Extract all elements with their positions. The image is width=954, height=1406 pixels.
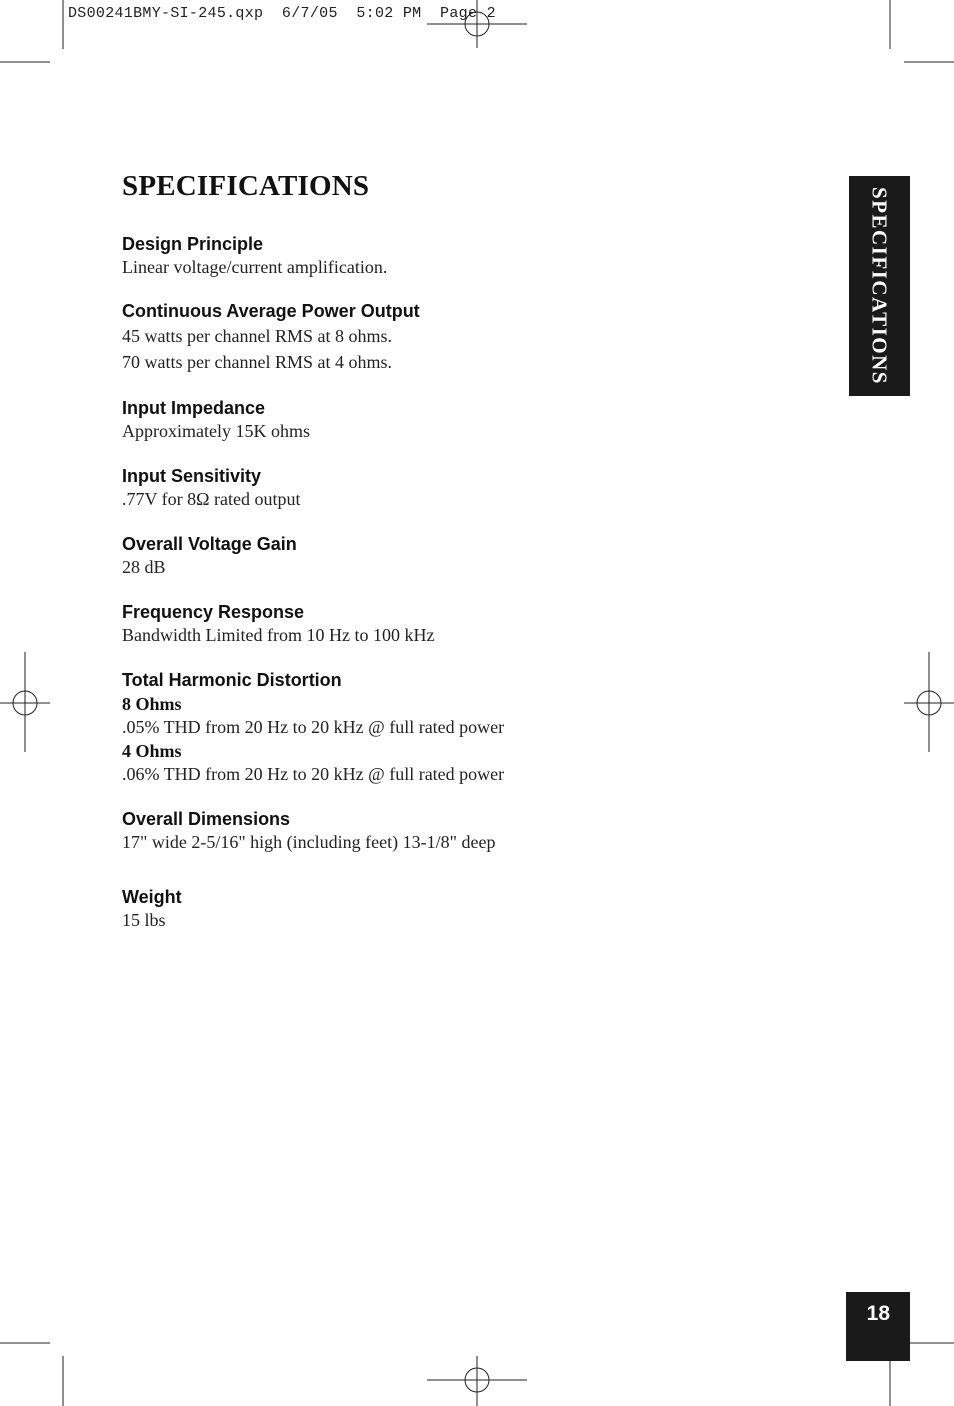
spec-label: Frequency Response — [122, 602, 305, 622]
spec-value: 28 dB — [122, 557, 166, 577]
spec-sublabel: 4 Ohms — [122, 741, 182, 761]
spec-value: Approximately 15K ohms — [122, 421, 310, 441]
spec-weight — [122, 885, 802, 932]
spec-label: Overall Voltage Gain — [122, 534, 297, 554]
spec-value: 45 watts per channel RMS at 8 ohms. — [122, 326, 392, 346]
print-slug-line: DS00241BMY-SI-245.qxp 6/7/05 5:02 PM Page 2 — [68, 5, 496, 22]
spec-value: 17" wide 2-5/16" high (including feet) 13-1/8" deep — [122, 832, 496, 852]
spec-label: Continuous Average Power Output — [122, 301, 420, 321]
spec-value: .77V for 8Ω rated output — [122, 489, 301, 509]
page-number-box — [846, 1292, 910, 1361]
section-side-tab — [849, 176, 910, 396]
spec-value: 70 watts per channel RMS at 4 ohms. — [122, 352, 392, 372]
spec-voltage-gain — [122, 532, 802, 579]
side-tab-label: SPECIFICATIONS — [867, 187, 892, 385]
spec-design-principle — [122, 232, 802, 279]
spec-value: Bandwidth Limited from 10 Hz to 100 kHz — [122, 625, 435, 645]
spec-input-sensitivity — [122, 464, 802, 511]
spec-thd — [122, 668, 802, 786]
spec-value: .05% THD from 20 Hz to 20 kHz @ full rated power — [122, 717, 505, 737]
spec-power-output — [122, 299, 802, 375]
spec-label: Design Principle — [122, 234, 264, 254]
spec-value: Linear voltage/current amplification. — [122, 257, 388, 277]
page-title: SPECIFICATIONS — [122, 170, 370, 202]
spec-label: Weight — [122, 887, 182, 907]
spec-label: Overall Dimensions — [122, 809, 291, 829]
spec-input-impedance — [122, 396, 802, 443]
spec-label: Input Sensitivity — [122, 466, 262, 486]
spec-label: Input Impedance — [122, 398, 266, 418]
spec-value: 15 lbs — [122, 910, 166, 930]
specifications-list — [122, 232, 802, 932]
page-number: 18 — [866, 1302, 890, 1325]
spec-dimensions — [122, 807, 802, 854]
spec-label: Total Harmonic Distortion — [122, 670, 342, 690]
spec-sublabel: 8 Ohms — [122, 694, 182, 714]
spec-frequency-response — [122, 600, 802, 647]
spec-value: .06% THD from 20 Hz to 20 kHz @ full rated power — [122, 764, 505, 784]
